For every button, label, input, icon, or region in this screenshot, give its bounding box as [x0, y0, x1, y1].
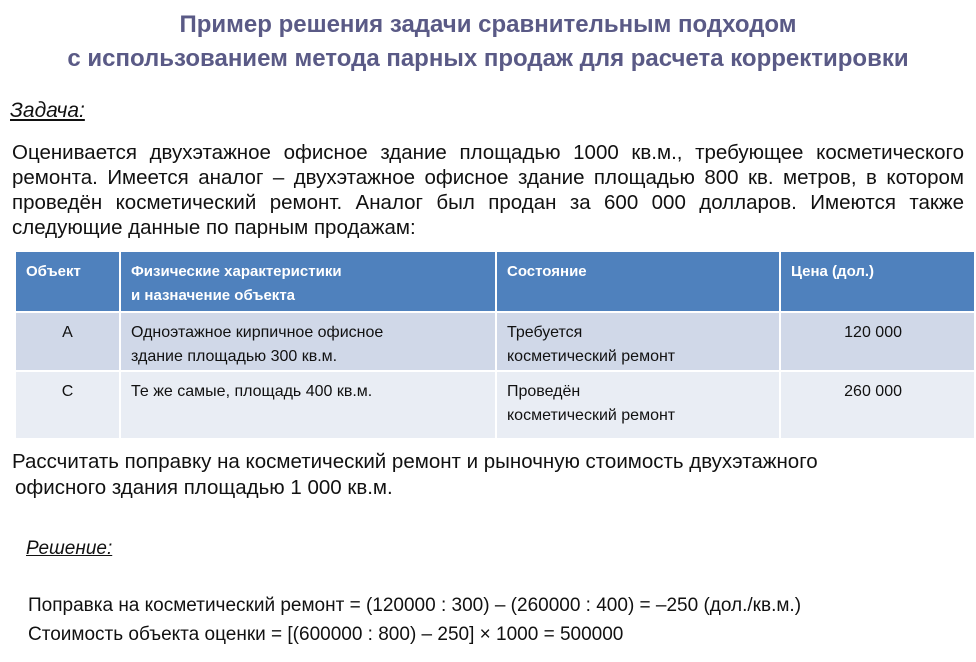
row-a-price: 120 000: [779, 313, 974, 370]
header-condition: Состояние: [495, 252, 779, 311]
header-characteristics: Физические характеристики и назначение объекта: [119, 252, 495, 311]
table-row: [16, 372, 974, 438]
solution-label: Решение:: [26, 538, 113, 559]
row-c-price: 260 000: [779, 372, 974, 438]
solution-line-2: Стоимость объекта оценки = [(600000 : 800) – 250] × 1000 = 500000: [28, 624, 624, 645]
page-title: [0, 8, 976, 76]
row-a-characteristics: Одноэтажное кирпичное офисное здание площадью 300 кв.м.: [119, 313, 495, 370]
task-text: Оценивается двухэтажное офисное здание площадью 1000 кв.м., требующее косметического ремонта. Имеется аналог – двухэтажное офисное здание площадью 800 кв. метров, в котором проведён косметический ремонт. Аналог был продан за 600 000 долларов. Имеются также следующие данные по парным продажам:: [12, 141, 964, 239]
row-c-characteristics: Те же самые, площадь 400 кв.м.: [119, 372, 495, 438]
calculation-task: [12, 449, 964, 501]
row-c-condition: Проведён косметический ремонт: [495, 372, 779, 438]
solution-line-1: Поправка на косметический ремонт = (120000 : 300) – (260000 : 400) = –250 (дол./кв.м.): [28, 595, 802, 616]
header-object: Объект: [26, 263, 81, 280]
calc-line-1: Рассчитать поправку на косметический ремонт и рыночную стоимость двухэтажного: [12, 450, 818, 473]
task-label: Задача:: [10, 99, 85, 122]
table-header-row: [16, 252, 974, 311]
row-a-object: А: [62, 324, 73, 341]
pair-sales-table: [16, 252, 974, 438]
title-line-1: Пример решения задачи сравнительным подходом: [179, 11, 797, 38]
table-row: [16, 313, 974, 370]
row-c-object: С: [61, 383, 74, 400]
title-line-2: с использованием метода парных продаж для расчета корректировки: [67, 45, 909, 72]
calc-line-2: офисного здания площадью 1 000 кв.м.: [15, 476, 393, 499]
row-a-condition: Требуется косметический ремонт: [495, 313, 779, 370]
header-price: Цена (дол.): [779, 252, 974, 311]
